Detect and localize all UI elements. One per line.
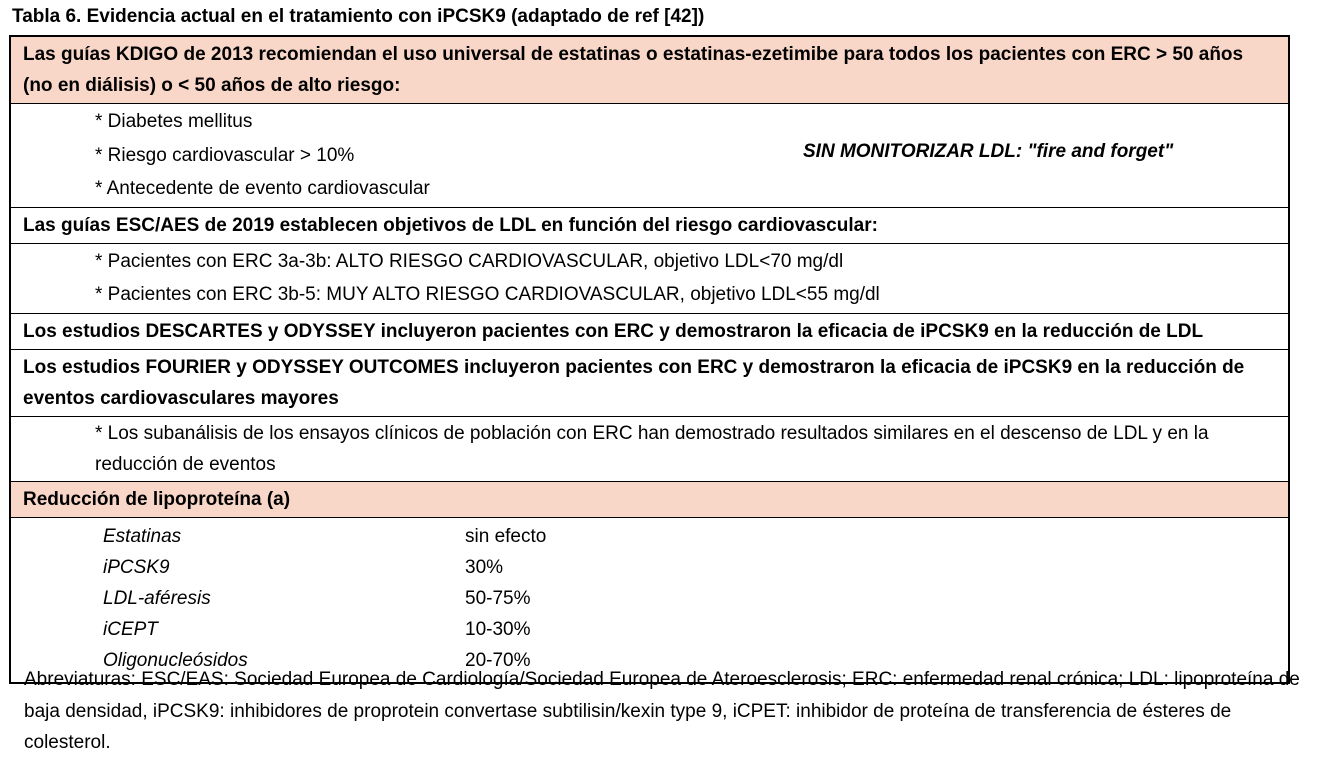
list-item: * Diabetes mellitus bbox=[95, 111, 253, 132]
fourier-items bbox=[11, 416, 1288, 481]
list-item: * Antecedente de evento cardiovascular bbox=[95, 178, 430, 199]
list-item: * Riesgo cardiovascular > 10% bbox=[95, 144, 355, 166]
reduction-value: 20-70% bbox=[465, 649, 531, 671]
reduction-value: 50-75% bbox=[465, 587, 531, 609]
kdigo-note: SIN MONITORIZAR LDL: "fire and forget" bbox=[803, 141, 1174, 162]
therapy-name: Estatinas bbox=[103, 525, 182, 547]
lipoprotein-heading: Reducción de lipoproteína (a) bbox=[11, 481, 1288, 517]
evidence-table bbox=[9, 35, 1290, 684]
reduction-value: 10-30% bbox=[465, 618, 531, 640]
table-row bbox=[11, 521, 1288, 552]
table-row bbox=[11, 614, 1288, 645]
table-row bbox=[11, 552, 1288, 583]
kdigo-items bbox=[11, 103, 1288, 207]
fourier-heading: Los estudios FOURIER y ODYSSEY OUTCOMES incluyeron pacientes con ERC y demostraron la eficacia de iPCSK9 en la reducción de eventos cardiovasculares mayores bbox=[11, 349, 1288, 416]
list-item: * Pacientes con ERC 3a-3b: ALTO RIESGO CARDIOVASCULAR, objetivo LDL<70 mg/dl bbox=[95, 250, 844, 272]
lipoprotein-table bbox=[11, 517, 1288, 682]
list-item: * Pacientes con ERC 3b-5: MUY ALTO RIESGO CARDIOVASCULAR, objetivo LDL<55 mg/dl bbox=[95, 284, 880, 305]
list-item: * Los subanálisis de los ensayos clínicos de población con ERC han demostrado resultados similares en el descenso de LDL y en la reducción de eventos bbox=[95, 422, 1209, 475]
therapy-name: Oligonucleósidos bbox=[103, 649, 248, 671]
table-row bbox=[11, 583, 1288, 614]
esc-items bbox=[11, 243, 1288, 313]
reduction-value: 30% bbox=[465, 556, 504, 578]
reduction-value: sin efecto bbox=[465, 525, 547, 547]
therapy-name: LDL-aféresis bbox=[103, 587, 211, 609]
table-title: Tabla 6. Evidencia actual en el tratamiento con iPCSK9 (adaptado de ref [42]) bbox=[12, 6, 705, 27]
therapy-name: iCEPT bbox=[103, 618, 158, 640]
therapy-name: iPCSK9 bbox=[103, 556, 170, 578]
descartes-heading: Los estudios DESCARTES y ODYSSEY incluyeron pacientes con ERC y demostraron la eficacia de iPCSK9 en la reducción de LDL bbox=[11, 313, 1288, 349]
esc-heading: Las guías ESC/AES de 2019 establecen objetivos de LDL en función del riesgo cardiovascular: bbox=[11, 207, 1288, 243]
kdigo-heading: Las guías KDIGO de 2013 recomiendan el uso universal de estatinas o estatinas-ezetimibe para todos los pacientes con ERC > 50 años (no en diálisis) o < 50 años de alto riesgo: bbox=[11, 37, 1288, 103]
abbreviations-footnote: Abreviaturas: ESC/EAS: Sociedad Europea de Cardiología/Sociedad Europea de Ateroesclerosis; ERC: enfermedad renal crónica; LDL: lipoproteína de baja densidad, iPCSK9: inhibidores de proprotein convertase subtilisin/kexin type 9, iCPET: inhibidor de proteína de transferencia de ésteres de colesterol. bbox=[24, 669, 1300, 753]
